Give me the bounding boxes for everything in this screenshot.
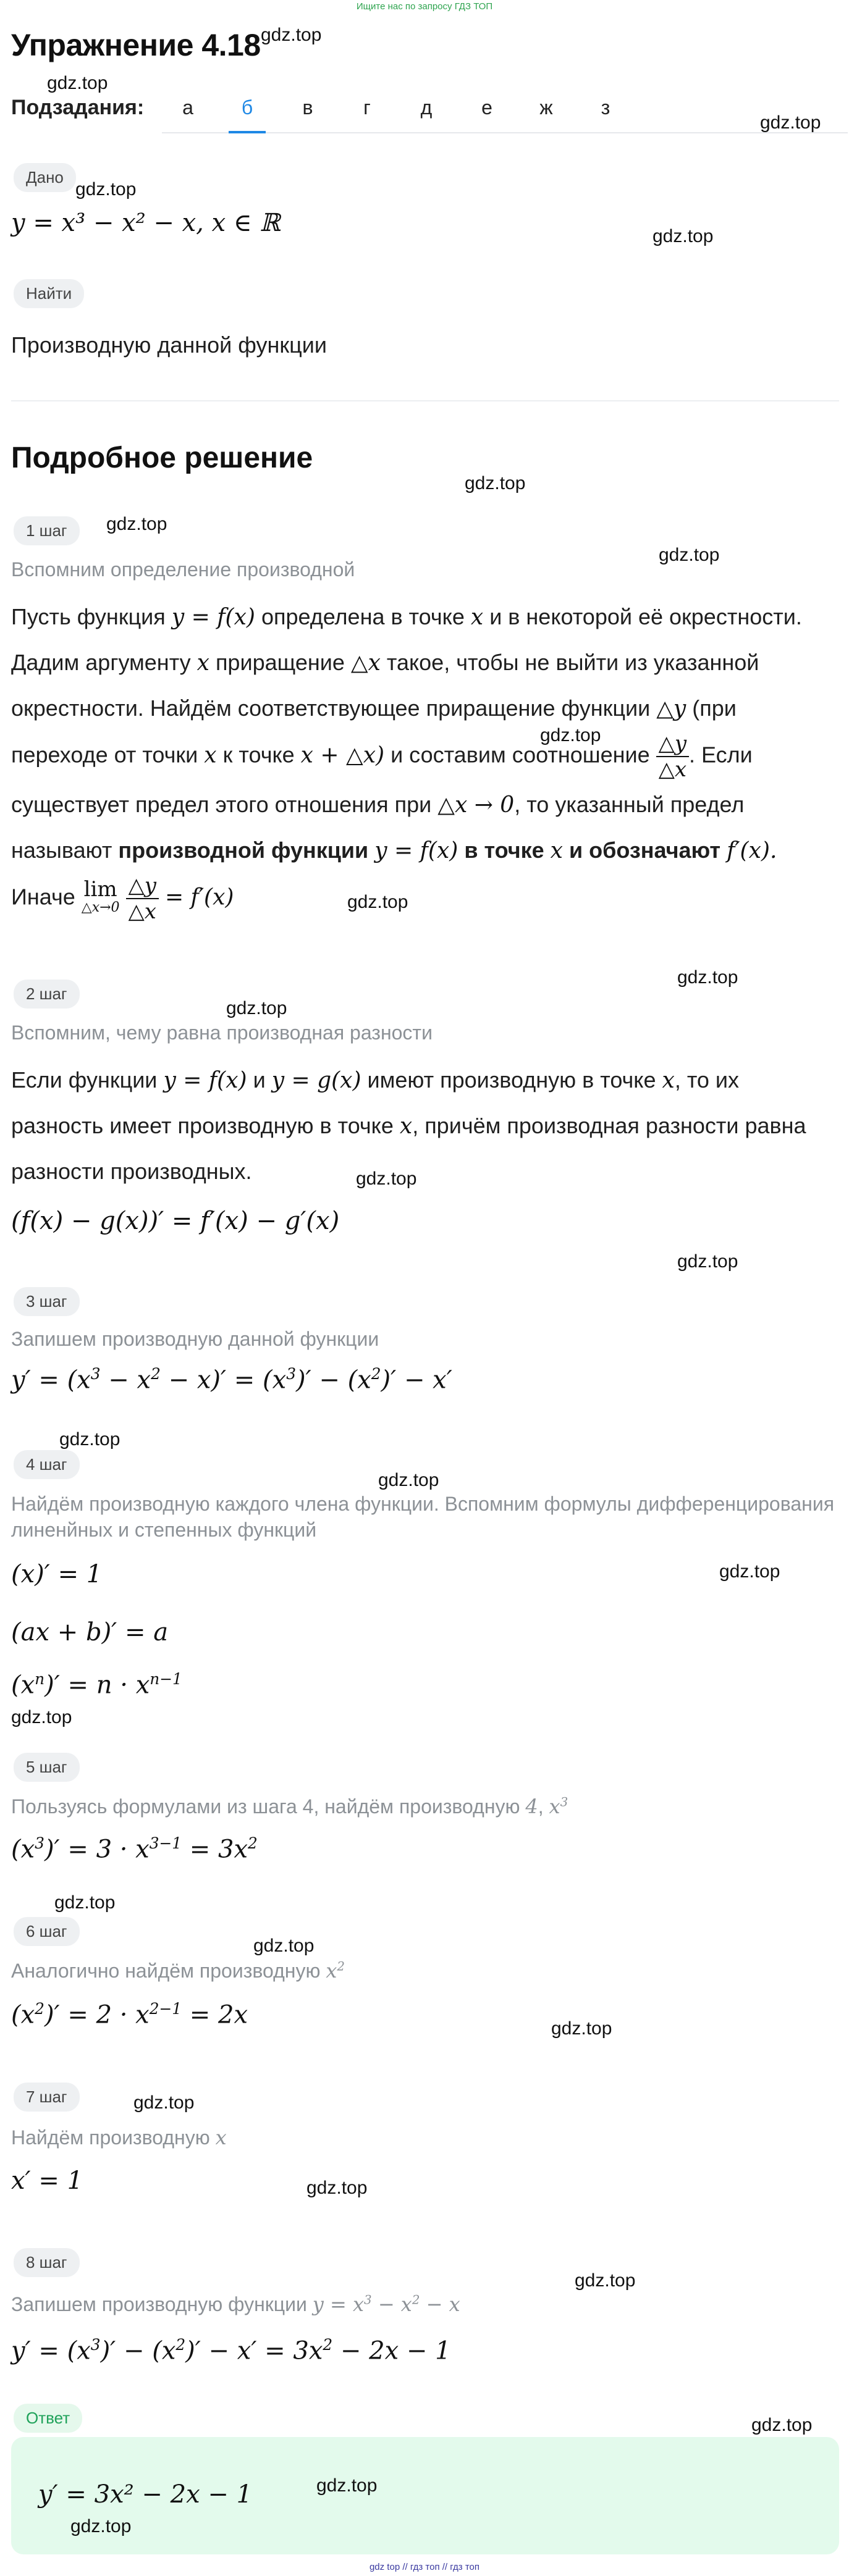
step8-formula: $y' = (x^3)' - (x^2)' - x' = 3x^2 - 2x - 1$ (11, 2336, 451, 2365)
tab-g[interactable]: г (363, 96, 371, 119)
step-caption: Запишем производную функции $y = x^3 - x^2 - x$ (11, 2293, 460, 2316)
step1-paragraph: Пусть функция y = f(x) определена в точке x и в некоторой её окрестности. Дадим аргументу x приращение △x такое, чтобы не выйти из указанной окрестности. Найдём соответствующее приращение функции △y (при переходе от точки x к точке x + △x) и составим соотношение $\frac{\triangle y}{\triangle x}$ . Если существует предел этого отношения при △x → 0, то указанный предел называют производной функции y = f(x) в точке x и обозначают f′(x). Иначе lim △x→0 $\frac{\triangle y}{\triangle x}$ = f′(x) (11, 604, 802, 924)
watermark: gdz.top (261, 25, 322, 45)
step-caption: Аналогично найдём производную $x^2$ (11, 1959, 345, 1982)
divider (11, 400, 839, 401)
step-badge: 7 шаг (14, 2083, 80, 2112)
step-badge: 1 шаг (14, 516, 80, 545)
tab-a[interactable]: а (182, 96, 193, 119)
subtasks-label: Подзадания: (11, 96, 145, 119)
watermark: gdz.top (70, 2516, 132, 2536)
watermark: gdz.top (47, 73, 108, 93)
step2-paragraph: Если функции y = f(x) и y = g(x) имеют производную в точке x, то их разность имеет производную в точке x, причём производная разности равна разности производных. (11, 1067, 806, 1184)
tab-zh[interactable]: ж (539, 96, 553, 119)
page-title: Упражнение 4.18 (11, 28, 261, 62)
watermark: gdz.top (75, 179, 137, 199)
subtask-tabs (162, 90, 848, 133)
step-badge: 3 шаг (14, 1287, 80, 1316)
step-caption: Запишем производную данной функции (11, 1328, 379, 1350)
answer-badge: Ответ (14, 2404, 82, 2433)
watermark: gdz.top (347, 892, 408, 912)
watermark: gdz.top (575, 2270, 636, 2291)
tab-b[interactable]: б (229, 90, 266, 133)
watermark: gdz.top (11, 1707, 72, 1727)
watermark: gdz.top (316, 2475, 378, 2496)
step5-formula: $(x^3)' = 3 \cdot x^{3-1} = 3x^2$ (11, 1834, 258, 1864)
watermark: gdz.top (226, 998, 287, 1018)
watermark: gdz.top (133, 2092, 195, 2113)
tab-v[interactable]: в (302, 96, 313, 119)
tab-z[interactable]: з (601, 96, 610, 119)
step-caption: Найдём производную каждого члена функции. Вспомним формулы дифференцирования линенйных и степенных функций (11, 1493, 835, 1541)
watermark: gdz.top (719, 1561, 780, 1582)
step-caption: Вспомним определение производной (11, 558, 355, 581)
step-badge: 8 шаг (14, 2248, 80, 2277)
footer-links[interactable]: gdz top // гдз топ // гдз топ (369, 2562, 480, 2572)
step-caption: Пользуясь формулами из шага 4, найдём производную 4, $x^3$ (11, 1795, 568, 1818)
watermark: gdz.top (54, 1892, 116, 1913)
given-badge: Дано (14, 163, 76, 192)
watermark: gdz.top (378, 1470, 439, 1490)
watermark: gdz.top (653, 226, 714, 246)
promo-banner[interactable]: Ищите нас по запросу ГДЗ ТОП (356, 1, 493, 12)
tab-d[interactable]: д (420, 96, 433, 119)
step7-formula: x′ = 1 (11, 2167, 83, 2195)
watermark: gdz.top (106, 514, 167, 534)
step-caption: Найдём производную x (11, 2126, 227, 2149)
watermark: gdz.top (677, 1251, 738, 1272)
watermark: gdz.top (677, 967, 738, 988)
solution-title: Подробное решение (11, 442, 313, 474)
step3-formula: $y' = (x^3 - x^2 - x)' = (x^3)' - (x^2)' - x'$ (11, 1365, 452, 1395)
watermark: gdz.top (551, 2018, 612, 2039)
step2-formula: (f(x) − g(x))′ = f′(x) − g′(x) (11, 1207, 340, 1235)
watermark: gdz.top (540, 725, 601, 745)
watermark: gdz.top (253, 1936, 315, 1956)
step-caption: Вспомним, чему равна производная разности (11, 1022, 433, 1044)
answer-formula: y′ = 3x² − 2x − 1 (38, 2480, 253, 2509)
formula-power: $(x^n)' = n \cdot x^{n-1}$ (11, 1670, 182, 1700)
step-badge: 6 шаг (14, 1917, 80, 1946)
given-formula: y = x³ − x² − x, x ∈ ℝ (11, 209, 281, 237)
find-badge: Найти (14, 279, 84, 308)
step-badge: 5 шаг (14, 1753, 80, 1782)
tab-e[interactable]: е (481, 96, 492, 119)
watermark: gdz.top (306, 2178, 368, 2198)
watermark: gdz.top (465, 473, 526, 493)
step-badge: 2 шаг (14, 980, 80, 1009)
formula-affine: (ax + b)′ = a (11, 1618, 169, 1647)
watermark: gdz.top (356, 1168, 417, 1189)
watermark: gdz.top (751, 2415, 813, 2435)
watermark: gdz.top (760, 112, 821, 133)
step-badge: 4 шаг (14, 1450, 80, 1479)
find-text: Производную данной функции (11, 332, 327, 358)
formula-linear: (x)′ = 1 (11, 1560, 103, 1588)
step6-formula: $(x^2)' = 2 \cdot x^{2-1} = 2x$ (11, 2000, 248, 2029)
watermark: gdz.top (59, 1429, 120, 1450)
watermark: gdz.top (659, 545, 720, 565)
